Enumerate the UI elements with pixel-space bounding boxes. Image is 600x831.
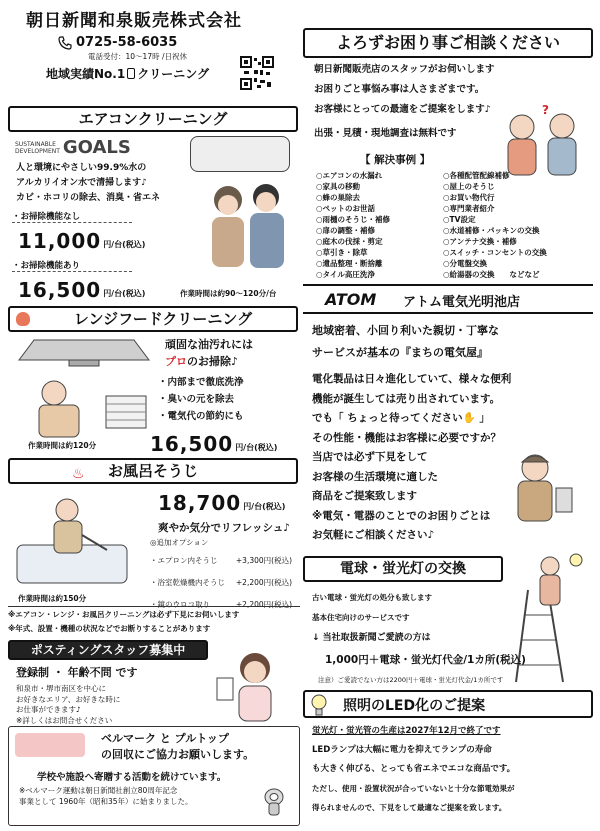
case-item: ○蜂の巣除去 [316,193,361,202]
aircon-desc: 人と環境にやさしい99.9%水の アルカリイオン水で清掃します♪ カビ・ホコリの除去、消臭・省エネ [16,163,161,203]
case-item: ○家具の移動 [316,182,361,191]
bellmark-box: ベルマーク と プルトップ の回収にご協力お願いします。 学校や施設へ寄贈する活動を続けています。 ※ベルマーク運動は朝日新聞社創立80周年記念 事業として 1960年（昭和35年）に始まりました。 [8,726,300,826]
record-sub: クリーニング [137,67,209,81]
case-item: ○草引き・除草 [316,248,368,257]
range-price: 16,500 [150,432,234,456]
case-item: ○アンテナ交換・補修 [443,237,517,246]
aircon-option-with: ・お掃除機能あり [12,259,132,272]
electrician-illustration [490,448,585,528]
atom-lead: 地域密着、小回り利いた親切・丁寧な サービスが基本の『まちの電気屋』 [312,324,499,359]
record-label: 地域実績No.1 [46,67,126,81]
sdgs-logo: SUSTAINABLE DEVELOPMENT GOALS [15,137,131,158]
case-item: ○雨樋のそうじ・補修 [316,215,391,224]
case-item: ○水道補修・パッキンの交換 [443,226,540,235]
bath-tagline: 爽やか気分でリフレッシュ♪ [158,522,290,534]
consult-title: よろずお困り事ご相談ください [303,28,593,58]
range-title: レンジフードクリーニング [8,306,298,332]
bath-icon: ♨ [72,466,85,482]
range-price-unit: 円/台(税込) [235,442,278,452]
people-illustration [200,175,295,285]
cleaning-notes: ※エアコン・レンジ・お風呂クリーニングは必ず下見にお伺いします ※年式、設置・機種の状況などでお断りすることがあります [8,606,300,636]
sdgs-goals: GOALS [62,137,131,158]
led-body: 蛍光灯・蛍光管の生産は2027年12月で終了です LEDランプは大幅に電力を抑えてランプの寿命 も大きく伸びる、とっても省エネでエコな商品です。 ただし、使用・設置状況が合っていないと十分な節電効果が 得られませんので、下見をして最適なご提案を致します。 [312,726,516,812]
case-item: ○タイル高圧洗浄 [316,270,375,279]
atom-title: アトム電気光明池店 [403,295,521,310]
posting-woman-illustration [215,648,295,723]
pulltop-icon [257,785,291,819]
case-item: ○扉の調整・補修 [316,226,376,235]
led-header [303,690,593,718]
posting-title: ポスティングスタッフ募集中 [8,640,208,660]
bulb-title: 電球・蛍光灯の交換 [303,556,503,582]
phone-hours: 電話受付：10～17時 /日祝休 [88,52,187,61]
aircon-price-unit-2: 円/台(税込) [103,288,146,298]
elderly-couple-illustration [492,102,592,177]
bath-title: ♨ お風呂そうじ [8,458,298,484]
bath-price: 18,700 [158,491,242,515]
range-bullets: ・内部まで徹底洗浄 ・臭いの元を除去 ・電気代の節約にも [158,377,244,422]
aircon-price-none: 11,000 [18,229,102,253]
range-text: 頑固な油汚れには プロのお掃除♪ [165,338,253,368]
atom-header [303,284,593,314]
case-item: ○庭木の伐採・剪定 [316,237,383,246]
phone-icon [58,36,72,50]
qr-code[interactable] [240,56,274,90]
atom-body: 電化製品は日々進化していて、様々な便利 機能が誕生しては売り出されています。 でも「 ちょっと待ってください✋ 」 その性能・機能はお客様に必要ですか？ 当店では必ず下見をして お客様の生活環境に適した 商品をご提案致します ※電気・電器のことでのお困りごとは お気軽にご相談ください♪ [312,373,512,541]
aircon-option-none: ・お掃除機能なし [12,210,132,223]
aircon-time: 作業時間は約90～120分/台 [180,289,277,298]
bath-options: ◎追加オプション ・エプロン内そうじ +3,300円(税込) ・浴室乾燥機内そうじ +2,200円(税込) ・鏡のウロコ取り +2,200円(税込) [150,538,292,609]
range-time: 作業時間は約120分 [28,441,97,450]
cases-title: 【 解決事例 】 [360,154,431,166]
led-title: 照明のLED化のご提案 [343,698,486,714]
bellmark-line2: の回収にご協力お願いします。 [101,748,255,761]
case-item: ○屋上のそうじ [443,182,495,191]
case-item: ○遺品整理・断捨離 [316,259,383,268]
case-item: ○専門業者紹介 [443,204,495,213]
rangehood-illustration [14,338,154,438]
pro-highlight: プロ [165,355,187,368]
svg-text:?: ? [542,103,549,117]
award-icon [127,68,135,79]
company-header [8,6,298,104]
bulb-price: 1,000円＋電球・蛍光灯代金/1カ所(税込) [325,654,526,666]
case-item: ○エアコンの水漏れ [316,171,383,180]
bulb-body: 古い電球・蛍光灯の処分も致します 基本住宅向けのサービスです ↓ 当社取扱新聞ご愛読の方は [312,593,432,643]
aircon-title: エアコンクリーニング [8,106,298,132]
posting-body: 登録制 ・ 年齢不問 です 和泉市・堺市南区を中心に お好きなエリア、お好きな時に お仕事ができます♪ ※詳しくはお問合せください [16,666,138,725]
company-name: 朝日新聞和泉販売株式会社 [26,11,242,31]
flame-icon [16,312,30,326]
case-item: ○スイッチ・コンセントの交換 [443,248,547,257]
aircon-price-unit: 円/台(税込) [103,239,146,249]
case-item: ○お買い物代行 [443,193,495,202]
consult-body: 朝日新聞販売店のスタッフがお伺いします お困りごと事悩み事は人さまざまです。 お客様にとっての最適をご提案をします♪ 出張・見積・現地調査は無料です [314,64,495,139]
atom-logo: ATOM [325,290,377,309]
cases-list [316,170,566,280]
case-item: ○給湯器の交換 などなど [443,270,540,279]
case-item: ○ペットのお世話 [316,204,376,213]
case-item: ○各種配管配線補修 [443,171,510,180]
bath-price-unit: 円/台(税込) [243,501,286,511]
case-item: ○分電盤交換 [443,259,488,268]
bellmark-line1: ベルマーク と プルトップ [101,732,229,745]
aircon-price-with: 16,500 [18,278,102,302]
bath-illustration [12,490,137,590]
bath-time: 作業時間は約150分 [18,594,87,603]
case-item: ○TV設定 [443,215,476,224]
bellmark-line3: 学校や施設へ寄贈する活動を続けています。 [37,772,227,783]
phone-number[interactable]: 0725-58-6035 [76,35,178,50]
bellmark-icon [15,733,85,757]
bulb-note: 注意）ご愛読でない方は2200円＋電球・蛍光灯代金/1カ所です [318,676,504,684]
lightbulb-icon [309,693,329,717]
